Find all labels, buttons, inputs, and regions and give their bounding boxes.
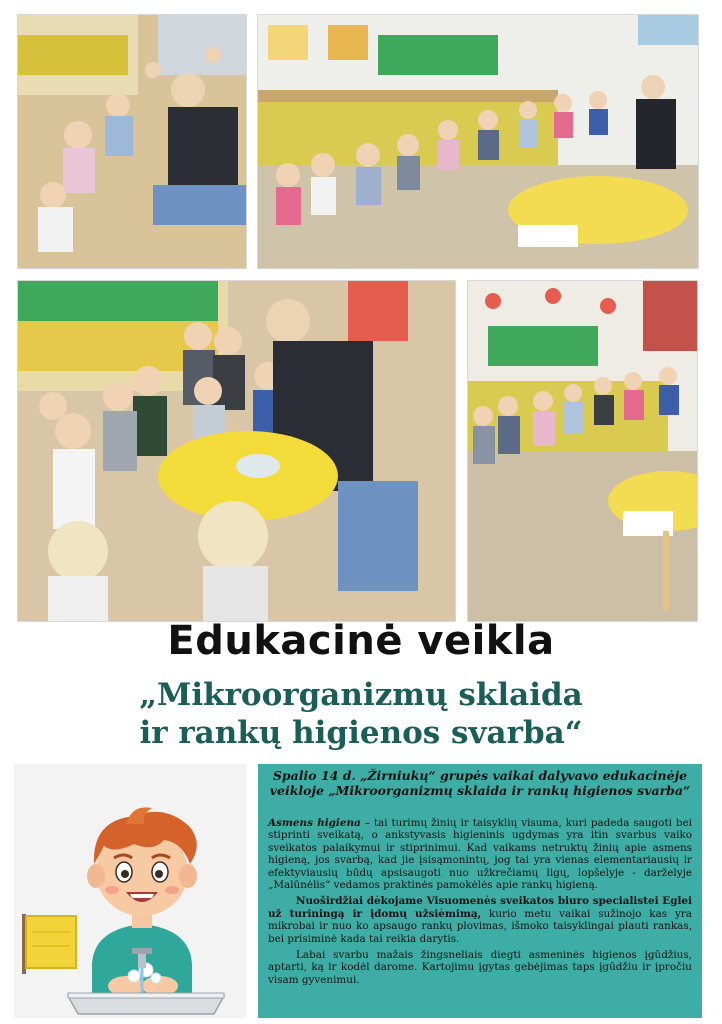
subtitle-line-1: „Mikroorganizmų sklaida xyxy=(139,677,583,713)
paragraph-hygiene xyxy=(268,817,692,891)
activity-heading: Spalio 14 d. „Žirniukų“ grupės vaikai dalyvavo edukacinėje veikloje „Mikroorganizmų sklaida ir rankų higienos svarba“ xyxy=(269,768,691,798)
paragraph-conclusion: Labai svarbu mažais žingsneliais diegti asmeninės higienos įgūdžius, aptarti, ką ir kodėl darome. Kartojimu įgytas gebėjimas taps įgūdžiu ir įpročiu visam gyvenimui. xyxy=(268,949,692,986)
page-subtitle xyxy=(0,676,722,752)
photo-teacher-with-children xyxy=(17,14,247,269)
photo-children-near-table xyxy=(467,280,698,622)
handwashing-boy-illustration xyxy=(14,764,246,1018)
thanks-text: kurio metu vaikai sužinojo kas yra mikrobai ir nuo ko apsaugo rankų plovimas, išmoko taisyklingai plauti rankas, bei prisiminė kada tai reikia darytis. xyxy=(268,907,692,945)
hygiene-text: – tai turimų žinių ir taisyklių visuma, kuri padeda saugoti bei stiprinti sveikatą, o ankstyvasis higieninis ugdymas yra itin svarbus vaiko sveikatos palaikymui ir stiprinimui. Kad vaikams netruktų žinių apie asmens higieną, jos svarbą, kad jie įsisąmonintų, jog tai yra vienas elementariausių ir efektyviausių būdų apsisaugoti nuo užkrečiamų ligų, lopšelyje - darželyje „Malūnėlis“ vedamos praktinės pamokėlės apie rankų higieną. xyxy=(268,817,692,892)
paragraph-thanks xyxy=(268,895,692,945)
page-title: Edukacinė veikla xyxy=(167,618,555,664)
photo-children-at-table xyxy=(17,280,456,622)
thanks-lead: Nuoširdžiai dėkojame Visuomenės sveikatos biuro specialistei Eglei už turiningą ir įdomų užsiėmimą, xyxy=(268,895,692,920)
photo-children-row xyxy=(257,14,699,269)
boy-washing-hands-icon xyxy=(14,764,246,1018)
activity-description-box xyxy=(258,764,702,1018)
hygiene-lead: Asmens higiena xyxy=(268,817,361,829)
subtitle-line-2: ir rankų higienos svarba“ xyxy=(139,715,583,751)
